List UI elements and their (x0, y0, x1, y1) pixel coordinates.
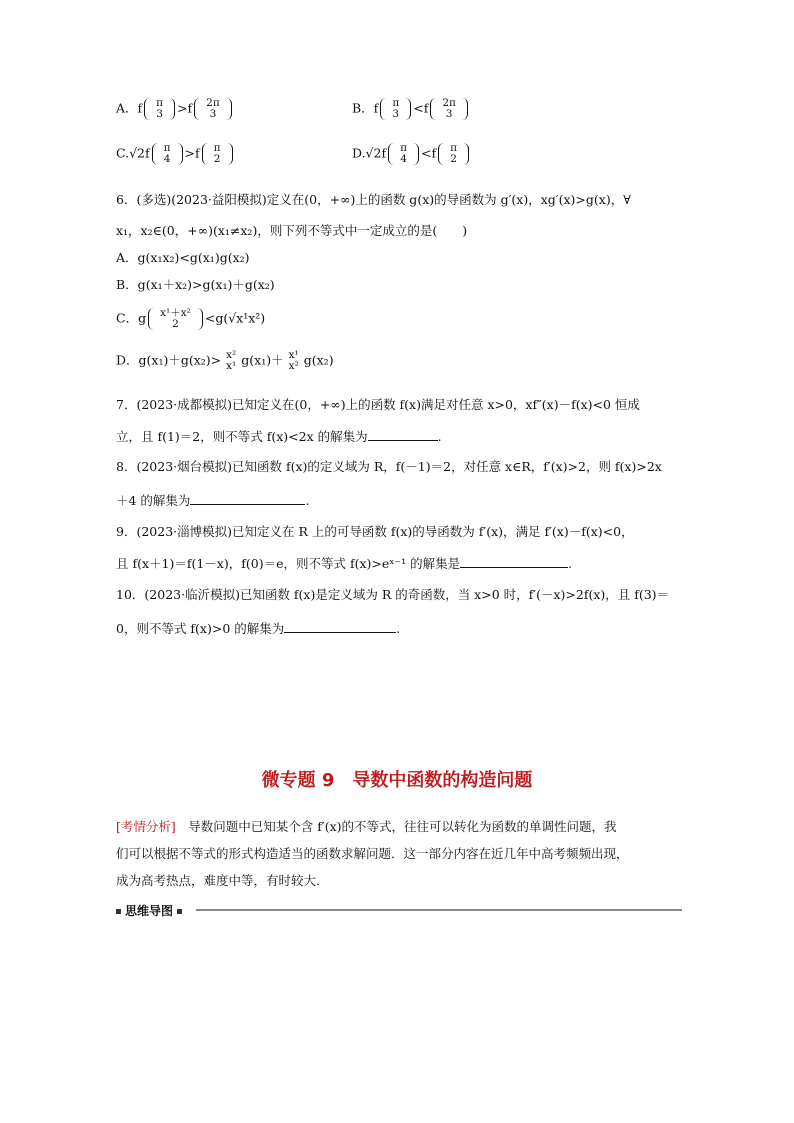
q5-option-c: C.√2f π 4 >f π 2 (116, 143, 235, 165)
square-bullet-icon (177, 909, 182, 914)
q7-stem-line-2: 立，且 f(1)＝2，则不等式 f(x)<2x 的解集为 . (116, 429, 442, 444)
paren: π 2 (202, 143, 233, 165)
analysis-tag: [考情分析] (116, 819, 176, 834)
q7-stem-line-1: 7．(2023·成都模拟)已知定义在(0，+∞)上的函数 f(x)满足对任意 x>0，xf″(x)－f(x)<0 恒成 (116, 397, 640, 412)
paren: π 4 (388, 143, 419, 165)
section-title: 微专题 9 导数中函数的构造问题 (261, 770, 533, 791)
paren: π 3 (144, 98, 175, 120)
q6-option-d: D．g(x₁)＋g(x₂)> x² x¹ g(x₁)＋ x¹ x² g(x₂) (116, 349, 334, 372)
mindmap-label: 思维导图 (125, 904, 174, 918)
q5-option-a: A．f π 3 >f 2π 3 (116, 98, 234, 120)
analysis-line-1: [考情分析] 导数问题中已知某个含 f′(x)的不等式，往往可以转化为函数的单调性问题，我 (116, 819, 617, 834)
q8-stem-line-2: ＋4 的解集为 . (116, 493, 310, 508)
answer-blank[interactable] (368, 428, 438, 441)
paren: 2π 3 (194, 98, 232, 120)
answer-blank[interactable] (284, 620, 396, 633)
q6-option-a: A．g(x₁x₂)<g(x₁)g(x₂) (116, 250, 250, 265)
q10-stem-line-2: 0，则不等式 f(x)>0 的解集为 . (116, 621, 401, 636)
q5-option-d: D.√2f π 4 <f π 2 (352, 143, 471, 165)
mindmap-header (116, 902, 682, 918)
q5-options-row-1 (116, 98, 696, 138)
q9-stem-line-2: 且 f(x＋1)＝f(1－x)，f(0)＝e，则不等式 f(x)>eˣ⁻¹ 的解集是 . (116, 556, 573, 571)
q5-option-b: B．f π 3 <f 2π 3 (352, 98, 470, 120)
paren: π 4 (152, 143, 183, 165)
q8-stem-line-1: 8．(2023·烟台模拟)已知函数 f(x)的定义域为 R，f(－1)＝2，对任意 x∈R，f′(x)>2，则 f(x)>2x (116, 459, 662, 474)
paren: x¹＋x² 2 (148, 308, 203, 330)
q9-stem-line-1: 9．(2023·淄博模拟)已知定义在 R 上的可导函数 f(x)的导函数为 f′(x)，满足 f′(x)－f(x)<0， (116, 524, 634, 539)
paren: π 2 (438, 143, 469, 165)
q6-option-b: B．g(x₁＋x₂)>g(x₁)＋g(x₂) (116, 277, 275, 292)
q10-stem-line-1: 10．(2023·临沂模拟)已知函数 f(x)是定义域为 R 的奇函数，当 x>0 时，f′(－x)>2f(x)，且 f(3)＝ (116, 587, 670, 602)
q5-options-row-2 (116, 143, 696, 183)
q6-stem-line-2: x₁，x₂∈(0，+∞)(x₁≠x₂)，则下列不等式中一定成立的是( ) (116, 223, 468, 238)
analysis-line-2: 们可以根据不等式的形式构造适当的函数求解问题．这一部分内容在近几年中高考频频出现， (116, 846, 629, 861)
divider (196, 909, 682, 911)
q6-option-c: C．g x¹＋x² 2 <g(√x¹x²) (116, 307, 266, 330)
q6-stem-line-1: 6．(多选)(2023·益阳模拟)定义在(0，+∞)上的函数 g(x)的导函数为 g′(x)，xg′(x)>g(x)，∀ (116, 192, 631, 207)
paren: 2π 3 (430, 98, 468, 120)
square-bullet-icon (116, 909, 121, 914)
answer-blank[interactable] (460, 555, 568, 568)
answer-blank[interactable] (190, 492, 305, 505)
analysis-line-3: 成为高考热点，难度中等，有时较大． (116, 873, 329, 888)
paren: π 3 (380, 98, 411, 120)
